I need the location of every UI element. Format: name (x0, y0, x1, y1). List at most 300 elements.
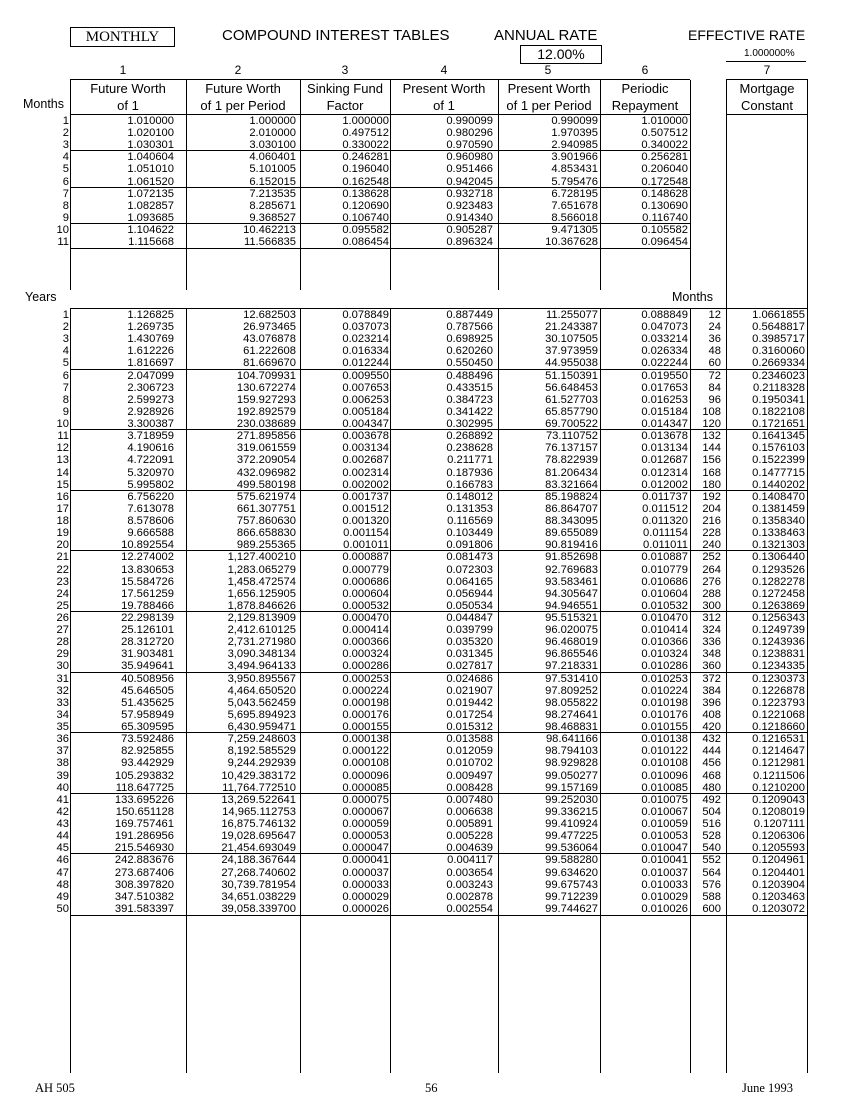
yearly-value-col2: 575.621974 (236, 490, 296, 503)
yearly-value-col2: 1,878.846626 (227, 599, 296, 612)
yearly-value-col5: 94.946551 (545, 599, 598, 612)
month-count: 396 (702, 696, 721, 709)
mortgage-constant-value: 0.1440202 (752, 478, 805, 491)
mortgage-constant-value: 0.1230373 (752, 672, 805, 685)
column-rule (70, 308, 71, 1073)
monthly-value-col1: 1.061520 (127, 175, 174, 188)
column-rule (600, 308, 601, 1073)
mortgage-constant-value: 0.1212981 (752, 757, 805, 770)
column-rule (186, 308, 187, 1073)
year-index: 33 (56, 696, 69, 709)
yearly-value-col4: 0.148012 (446, 490, 493, 503)
month-count: 96 (708, 393, 721, 406)
mortgage-constant-value: 0.1214647 (752, 745, 805, 758)
yearly-value-col6: 0.033214 (641, 333, 688, 346)
mortgage-constant-value: 0.3160060 (752, 345, 805, 358)
month-count: 120 (702, 418, 721, 431)
yearly-value-col2: 39,058.339700 (221, 902, 296, 915)
yearly-value-col2: 661.307751 (236, 502, 296, 515)
column-header-line: Future Worth (205, 81, 281, 96)
mortgage-constant-value: 0.1408470 (752, 490, 805, 503)
month-count: 216 (702, 515, 721, 528)
month-count: 108 (702, 405, 721, 418)
monthly-value-col2: 7.213535 (249, 187, 296, 200)
mortgage-constant-value: 0.1203904 (752, 878, 805, 891)
month-count: 132 (702, 430, 721, 443)
column-header-line: Constant (740, 98, 794, 113)
monthly-value-col6: 0.148628 (641, 187, 688, 200)
mortgage-constant-value: 0.1822108 (752, 405, 805, 418)
month-count: 408 (702, 708, 721, 721)
year-index: 36 (56, 733, 69, 746)
monthly-value-col3: 0.138628 (342, 187, 389, 200)
yearly-value-col5: 99.675743 (545, 878, 598, 891)
yearly-value-col5: 81.206434 (545, 466, 598, 479)
yearly-value-col3: 0.001737 (342, 490, 389, 503)
yearly-value-col4: 0.006638 (446, 805, 493, 818)
month-count: 420 (702, 721, 721, 734)
yearly-value-col3: 0.001011 (343, 539, 389, 552)
year-index: 8 (62, 393, 69, 406)
month-count: 588 (702, 890, 721, 903)
year-index: 9 (62, 405, 69, 418)
yearly-value-col1: 8.578606 (127, 515, 174, 528)
year-index: 20 (56, 539, 69, 552)
mortgage-constant-value: 0.1282278 (752, 575, 805, 588)
yearly-value-col1: 2.306723 (127, 381, 174, 394)
column-header-3 (300, 80, 390, 114)
yearly-value-col5: 90.819416 (545, 539, 598, 552)
yearly-value-col1: 191.286956 (114, 830, 174, 843)
monthly-value-col2: 11.566835 (243, 236, 296, 249)
yearly-value-col2: 21,454.693049 (221, 842, 296, 855)
year-index: 44 (56, 830, 69, 843)
yearly-value-col3: 0.000026 (342, 902, 389, 915)
yearly-value-col3: 0.007653 (342, 381, 389, 394)
monthly-value-col4: 0.960980 (446, 151, 493, 164)
annual-rate-label: ANNUAL RATE (494, 27, 598, 44)
monthly-value-col3: 0.120690 (342, 199, 389, 212)
yearly-value-col3: 0.000887 (342, 551, 389, 564)
yearly-value-col5: 89.655089 (545, 527, 598, 540)
column-header-line: of 1 per Period (200, 98, 286, 113)
yearly-value-col1: 31.903481 (121, 648, 174, 661)
yearly-value-col5: 99.157169 (545, 781, 598, 794)
yearly-value-col5: 97.218331 (545, 660, 598, 673)
mortgage-constant-value: 0.1306440 (752, 551, 805, 564)
yearly-value-col3: 0.000053 (342, 830, 389, 843)
yearly-value-col6: 0.010253 (641, 672, 688, 685)
yearly-value-col4: 0.005228 (446, 830, 493, 843)
yearly-value-col4: 0.004639 (446, 842, 493, 855)
year-index: 18 (56, 515, 69, 528)
yearly-value-col6: 0.011512 (642, 502, 688, 515)
yearly-value-col2: 16,875.746132 (221, 818, 296, 831)
yearly-value-col1: 391.583397 (114, 902, 174, 915)
year-index: 13 (56, 454, 69, 467)
yearly-value-col1: 1.816697 (127, 357, 174, 370)
month-index: 5 (62, 163, 69, 176)
yearly-value-col6: 0.010224 (641, 684, 688, 697)
year-index: 38 (56, 757, 69, 770)
yearly-value-col3: 0.004347 (342, 418, 389, 431)
column-header-7 (726, 80, 808, 114)
mortgage-constant-value: 0.1477715 (752, 466, 805, 479)
monthly-value-col5: 1.970395 (551, 127, 598, 140)
yearly-value-col3: 0.037073 (342, 321, 389, 334)
yearly-value-col5: 91.852698 (545, 551, 598, 564)
month-count: 576 (702, 878, 721, 891)
column-header-1 (70, 80, 186, 114)
monthly-value-col2: 9.368527 (249, 211, 296, 224)
yearly-value-col4: 0.035320 (446, 636, 493, 649)
column-header-2 (186, 80, 300, 114)
effective-rate-underline (726, 61, 806, 62)
yearly-value-col3: 0.000029 (342, 890, 389, 903)
yearly-value-col4: 0.187936 (446, 466, 493, 479)
yearly-value-col2: 2,129.813909 (227, 612, 296, 624)
column-header-line: Present Worth (402, 81, 486, 96)
monthly-value-col3: 0.497512 (342, 127, 389, 140)
yearly-value-col2: 14,965.112753 (222, 805, 296, 818)
mortgage-constant-value: 0.1203463 (752, 890, 805, 903)
section-bottom-rule (70, 248, 690, 249)
monthly-value-col1: 1.082857 (127, 199, 174, 212)
yearly-value-col6: 0.010470 (641, 612, 688, 624)
publication-date: June 1993 (742, 1081, 794, 1095)
monthly-value-col3: 0.246281 (342, 151, 389, 164)
yearly-value-col1: 169.757461 (114, 818, 174, 831)
month-count: 552 (702, 854, 721, 867)
month-count: 468 (702, 769, 721, 782)
yearly-value-col1: 4.190616 (127, 442, 174, 455)
yearly-value-col1: 118.647725 (115, 781, 174, 794)
year-index: 24 (56, 587, 69, 600)
yearly-value-col2: 1,283.065279 (227, 563, 296, 576)
yearly-value-col2: 5,695.894923 (227, 708, 296, 721)
yearly-value-col2: 2,731.271980 (227, 636, 296, 649)
column-number: 4 (440, 63, 448, 77)
mortgage-constant-value: 0.1358340 (752, 515, 805, 528)
month-count: 360 (702, 660, 721, 673)
column-rule (390, 308, 391, 1073)
month-count: 456 (702, 757, 721, 770)
yearly-value-col4: 0.091806 (446, 539, 493, 552)
column-header-line: Future Worth (90, 81, 166, 96)
yearly-value-col2: 10,429.383172 (221, 769, 296, 782)
month-index: 10 (56, 224, 69, 237)
monthly-value-col5: 4.853431 (551, 163, 598, 176)
month-count: 444 (702, 745, 721, 758)
column-number: 2 (234, 63, 242, 77)
yearly-value-col5: 92.769683 (545, 563, 598, 576)
column-rule (690, 80, 691, 290)
mortgage-constant-value: 0.1950341 (752, 393, 805, 406)
yearly-value-col6: 0.010779 (641, 563, 688, 576)
year-index: 43 (56, 818, 69, 831)
yearly-value-col5: 88.343095 (545, 515, 598, 528)
monthly-value-col5: 7.651678 (551, 199, 598, 212)
yearly-value-col6: 0.011011 (643, 539, 688, 552)
yearly-value-col5: 44.955038 (545, 357, 598, 370)
yearly-value-col6: 0.047073 (641, 321, 688, 334)
yearly-value-col3: 0.000047 (342, 842, 389, 855)
month-count: 480 (702, 781, 721, 794)
column-header-line: Repayment (611, 98, 679, 113)
group-separator (70, 223, 690, 224)
yearly-value-col3: 0.000138 (342, 733, 389, 746)
yearly-value-col2: 372.209054 (236, 454, 296, 467)
yearly-value-col5: 99.410924 (545, 818, 598, 831)
year-index: 15 (56, 478, 69, 491)
yearly-value-col5: 99.588280 (545, 854, 598, 867)
yearly-value-col2: 3,494.964133 (227, 660, 296, 673)
column-header-line: Periodic (621, 81, 669, 96)
yearly-value-col6: 0.010096 (641, 769, 688, 782)
yearly-value-col1: 105.293832 (114, 769, 174, 782)
yearly-value-col6: 0.010122 (641, 745, 688, 758)
yearly-value-col6: 0.010053 (641, 830, 688, 843)
monthly-value-col6: 1.010000 (641, 115, 688, 127)
monthly-value-col4: 0.980296 (446, 127, 493, 140)
yearly-value-col3: 0.000686 (342, 575, 389, 588)
yearly-value-col1: 6.756220 (127, 490, 174, 503)
column-rule (600, 80, 601, 290)
yearly-value-col2: 24,188.367644 (221, 854, 296, 867)
yearly-value-col2: 30,739.781954 (221, 878, 296, 891)
yearly-value-col4: 0.027817 (446, 660, 493, 673)
yearly-value-col6: 0.010155 (641, 721, 688, 734)
mortgage-constant-value: 0.1338463 (752, 527, 805, 540)
yearly-value-col5: 99.634620 (545, 866, 598, 879)
period-label: MONTHLY (70, 27, 175, 47)
yearly-value-col4: 0.887449 (446, 309, 493, 321)
mortgage-constant-value: 0.1216531 (752, 733, 805, 746)
mortgage-constant-value: 0.5648817 (752, 321, 805, 334)
mortgage-constant-value: 0.1243936 (752, 636, 805, 649)
yearly-value-col4: 0.268892 (446, 430, 493, 443)
month-count: 432 (702, 733, 721, 746)
year-index: 3 (62, 333, 69, 346)
yearly-value-col6: 0.010108 (641, 757, 688, 770)
column-header-4 (390, 80, 498, 114)
monthly-value-col4: 0.932718 (446, 187, 493, 200)
document-code: AH 505 (35, 1081, 75, 1095)
month-index: 9 (62, 211, 69, 224)
year-index: 27 (56, 624, 69, 637)
yearly-value-col6: 0.011737 (642, 490, 688, 503)
yearly-value-col2: 6,430.959471 (227, 721, 296, 734)
yearly-value-col4: 0.787566 (446, 321, 493, 334)
monthly-value-col3: 1.000000 (342, 115, 389, 127)
mortgage-constant-value: 0.1204401 (752, 866, 805, 879)
group-separator (70, 853, 807, 854)
yearly-value-col6: 0.016253 (641, 393, 688, 406)
month-count: 192 (702, 490, 721, 503)
yearly-value-col5: 96.865546 (545, 648, 598, 661)
yearly-value-col1: 1.612226 (127, 345, 174, 358)
monthly-value-col4: 0.942045 (446, 175, 493, 188)
month-count: 36 (708, 333, 721, 346)
yearly-value-col2: 1,127.400210 (227, 551, 296, 564)
yearly-value-col5: 76.137157 (545, 442, 598, 455)
group-separator (70, 550, 807, 551)
yearly-value-col3: 0.009550 (342, 369, 389, 382)
year-index: 28 (56, 636, 69, 649)
mortgage-constant-value: 0.1522399 (752, 454, 805, 467)
yearly-value-col4: 0.698925 (446, 333, 493, 346)
yearly-value-col4: 0.010702 (446, 757, 493, 770)
mortgage-constant-value: 0.1203072 (752, 902, 805, 915)
monthly-value-col6: 0.105582 (641, 224, 688, 237)
yearly-value-col4: 0.072303 (446, 563, 493, 576)
yearly-value-col4: 0.031345 (446, 648, 493, 661)
column-rule (186, 80, 187, 290)
yearly-value-col4: 0.302995 (446, 418, 493, 431)
yearly-value-col3: 0.000253 (342, 672, 389, 685)
yearly-value-col6: 0.010037 (641, 866, 688, 879)
yearly-value-col4: 0.013588 (446, 733, 493, 746)
mortgage-constant-value: 0.1249739 (752, 624, 805, 637)
monthly-value-col6: 0.172548 (641, 175, 688, 188)
yearly-value-col3: 0.016334 (342, 345, 389, 358)
yearly-value-col4: 0.116569 (447, 515, 493, 528)
yearly-value-col5: 98.055822 (545, 696, 598, 709)
yearly-value-col4: 0.238628 (446, 442, 493, 455)
group-separator (70, 732, 807, 733)
yearly-value-col5: 94.305647 (545, 587, 598, 600)
yearly-value-col2: 5,043.562459 (227, 696, 296, 709)
yearly-value-col3: 0.000155 (342, 721, 389, 734)
yearly-value-col1: 308.397820 (114, 878, 174, 891)
yearly-value-col4: 0.008428 (446, 781, 493, 794)
yearly-value-col5: 86.864707 (545, 502, 598, 515)
yearly-value-col3: 0.000033 (342, 878, 389, 891)
monthly-value-col4: 0.923483 (446, 199, 493, 212)
monthly-value-col1: 1.010000 (127, 115, 174, 127)
yearly-value-col4: 0.103449 (446, 527, 493, 540)
year-index: 22 (56, 563, 69, 576)
yearly-value-col5: 98.641166 (545, 733, 598, 746)
yearly-value-col6: 0.010059 (641, 818, 688, 831)
yearly-value-col1: 2.599273 (127, 393, 174, 406)
monthly-value-col6: 0.096454 (641, 236, 688, 249)
yearly-value-col2: 230.038689 (236, 418, 296, 431)
yearly-value-col3: 0.002687 (342, 454, 389, 467)
monthly-value-col1: 1.051010 (127, 163, 174, 176)
year-index: 21 (56, 551, 69, 564)
yearly-value-col1: 40.508956 (121, 672, 174, 685)
yearly-value-col1: 57.958949 (121, 708, 174, 721)
column-number: 1 (119, 63, 127, 77)
month-count: 504 (702, 805, 721, 818)
yearly-value-col1: 3.300387 (127, 418, 174, 431)
mortgage-constant-value: 0.1381459 (752, 502, 805, 515)
yearly-value-col6: 0.010686 (641, 575, 688, 588)
month-count: 24 (708, 321, 721, 334)
yearly-value-col4: 0.384723 (446, 393, 493, 406)
month-count: 348 (702, 648, 721, 661)
yearly-value-col4: 0.024686 (446, 672, 493, 685)
month-count: 168 (702, 466, 721, 479)
monthly-value-col1: 1.030301 (127, 139, 174, 152)
yearly-value-col4: 0.005891 (446, 818, 493, 831)
yearly-value-col1: 273.687406 (114, 866, 174, 879)
yearly-value-col4: 0.341422 (446, 405, 493, 418)
yearly-value-col2: 1,656.125905 (227, 587, 296, 600)
yearly-value-col1: 242.883676 (114, 854, 174, 867)
yearly-value-col5: 99.252030 (545, 793, 598, 806)
yearly-value-col1: 73.592486 (121, 733, 174, 746)
yearly-value-col5: 95.515321 (545, 612, 598, 624)
yearly-value-col5: 11.255077 (545, 309, 598, 321)
yearly-value-col3: 0.000041 (342, 854, 389, 867)
year-index: 12 (56, 442, 69, 455)
page-number: 56 (425, 1081, 438, 1095)
yearly-value-col2: 130.672274 (236, 381, 296, 394)
yearly-value-col5: 99.536064 (545, 842, 598, 855)
monthly-value-col5: 0.990099 (551, 115, 598, 127)
yearly-value-col3: 0.000108 (342, 757, 389, 770)
yearly-value-col3: 0.000096 (342, 769, 389, 782)
yearly-value-col1: 133.695226 (114, 793, 174, 806)
column-number: 6 (641, 63, 649, 77)
yearly-value-col4: 0.019442 (446, 696, 493, 709)
year-index: 35 (56, 721, 69, 734)
mortgage-constant-value: 0.1272458 (752, 587, 805, 600)
monthly-value-col4: 0.896324 (446, 236, 493, 249)
yearly-value-col2: 4,464.650520 (227, 684, 296, 697)
yearly-value-col2: 499.580198 (236, 478, 296, 491)
yearly-value-col1: 13.830653 (121, 563, 174, 576)
mortgage-constant-value: 0.1204961 (752, 854, 805, 867)
yearly-value-col1: 82.925855 (121, 745, 174, 758)
month-count: 48 (708, 345, 721, 358)
header-bottom-rule (726, 114, 807, 115)
yearly-value-col3: 0.003678 (342, 430, 389, 443)
mortgage-constant-value: 0.1238831 (752, 648, 805, 661)
yearly-value-col1: 51.435625 (121, 696, 174, 709)
yearly-value-col5: 37.973959 (545, 345, 598, 358)
mortgage-constant-value: 0.1205593 (752, 842, 805, 855)
yearly-value-col5: 30.107505 (545, 333, 598, 346)
yearly-value-col4: 0.017254 (446, 708, 493, 721)
yearly-value-col2: 9,244.292939 (227, 757, 296, 770)
month-index: 1 (62, 115, 69, 127)
yearly-value-col2: 43.076878 (243, 333, 296, 346)
yearly-value-col6: 0.010047 (641, 842, 688, 855)
year-index: 41 (56, 793, 69, 806)
yearly-value-col2: 2,412.610125 (227, 624, 296, 637)
month-count: 384 (702, 684, 721, 697)
yearly-value-col3: 0.023214 (342, 333, 389, 346)
month-count: 336 (702, 636, 721, 649)
year-index: 16 (56, 490, 69, 503)
month-count: 240 (702, 539, 721, 552)
monthly-value-col4: 0.914340 (446, 211, 493, 224)
monthly-value-col2: 10.462213 (243, 224, 296, 237)
page-title: COMPOUND INTEREST TABLES (222, 27, 450, 44)
year-index: 45 (56, 842, 69, 855)
yearly-value-col2: 12.682503 (243, 309, 296, 321)
yearly-value-col2: 26.973465 (243, 321, 296, 334)
month-count: 300 (702, 599, 721, 612)
monthly-value-col5: 9.471305 (551, 224, 598, 237)
yearly-value-col4: 0.056944 (446, 587, 493, 600)
group-separator (70, 490, 807, 491)
yearly-value-col4: 0.064165 (446, 575, 493, 588)
yearly-value-col2: 13,269.522641 (221, 793, 296, 806)
